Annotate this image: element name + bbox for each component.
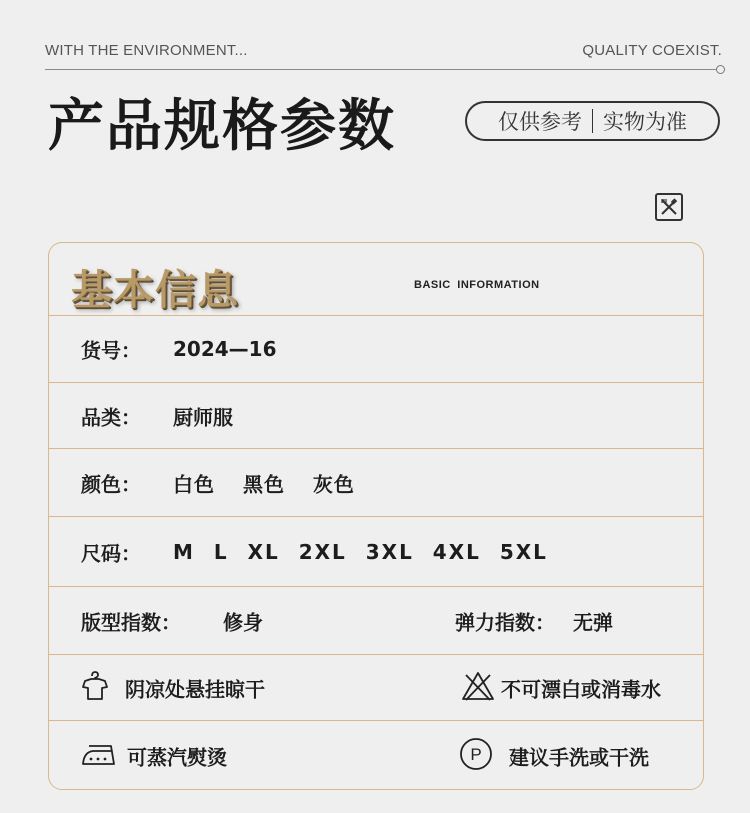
stretch-value: 无弹 bbox=[573, 610, 613, 634]
hang-dry-icon bbox=[79, 670, 111, 706]
page-title: 产品规格参数 bbox=[48, 94, 396, 159]
row-color bbox=[49, 449, 703, 517]
row-size bbox=[49, 517, 703, 587]
hang-dry-text: 阴凉处悬挂晾干 bbox=[125, 677, 265, 701]
notice-pill bbox=[465, 101, 720, 141]
size-label: 尺码： bbox=[81, 541, 141, 565]
row-fit-stretch bbox=[49, 587, 703, 655]
dry-clean-p-icon bbox=[459, 737, 493, 775]
color-label: 颜色： bbox=[81, 472, 141, 496]
notice-text-2: 实物为准 bbox=[603, 110, 687, 134]
utensils-icon bbox=[655, 193, 683, 221]
section-title: 基本信息 bbox=[71, 266, 239, 314]
row-category bbox=[49, 383, 703, 449]
dry-clean-text: 建议手洗或干洗 bbox=[509, 745, 649, 770]
no-bleach-icon bbox=[461, 670, 495, 706]
item-number-label: 货号： bbox=[81, 338, 141, 362]
stretch-label: 弹力指数： bbox=[455, 610, 555, 634]
card-header bbox=[49, 243, 703, 316]
notice-text-1: 仅供参考 bbox=[498, 110, 582, 134]
left-tagline: WITH THE ENVIRONMENT... bbox=[45, 42, 248, 59]
iron-icon bbox=[81, 740, 117, 772]
category-value: 厨师服 bbox=[173, 405, 233, 429]
notice-separator bbox=[592, 109, 593, 133]
divider-end-dot bbox=[716, 65, 725, 74]
fit-label: 版型指数： bbox=[81, 610, 181, 634]
category-label: 品类： bbox=[81, 405, 141, 429]
iron-text: 可蒸汽熨烫 bbox=[127, 745, 227, 770]
no-bleach-text: 不可漂白或消毒水 bbox=[501, 677, 661, 701]
row-care-1 bbox=[49, 655, 703, 721]
row-item-number bbox=[49, 315, 703, 383]
right-tagline: QUALITY COEXIST. bbox=[582, 42, 722, 59]
color-value: 白色 黑色 灰色 bbox=[173, 472, 355, 496]
fit-value: 修身 bbox=[223, 610, 263, 634]
section-subtitle: BASIC INFORMATION bbox=[414, 279, 540, 291]
item-number-value: 2024—16 bbox=[173, 336, 277, 361]
basic-info-card bbox=[48, 242, 704, 790]
header-divider bbox=[45, 69, 717, 70]
svg-text:P: P bbox=[470, 745, 482, 764]
row-care-2 bbox=[49, 721, 703, 790]
size-value: M L XL 2XL 3XL 4XL 5XL bbox=[173, 539, 548, 564]
